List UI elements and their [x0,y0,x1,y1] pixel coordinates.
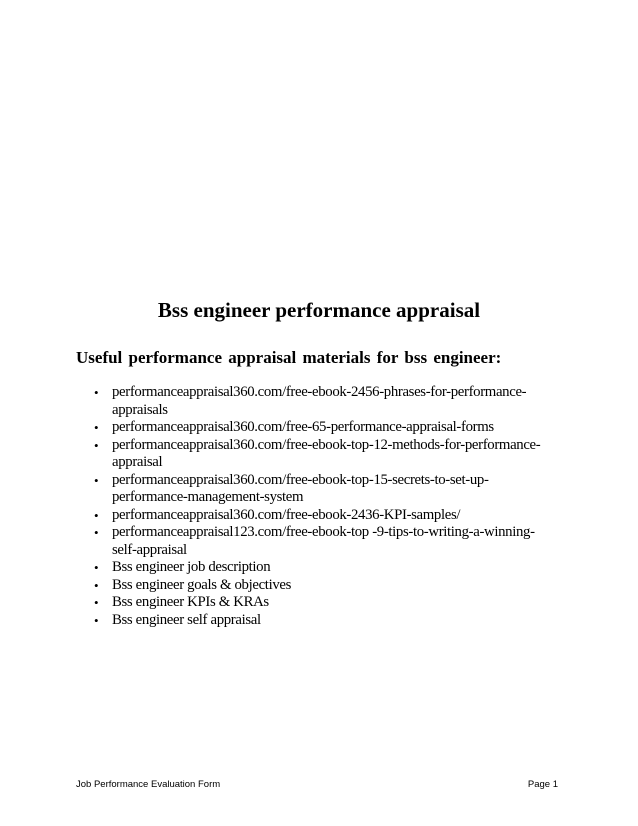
bullet-icon: • [94,525,99,540]
list-item[interactable] [94,594,594,612]
bullet-icon: • [94,385,99,400]
section-heading: Useful performance appraisal materials for bss engineer: [76,348,502,367]
list-item-text: performanceappraisal360.com/free-65-performance-appraisal-forms [112,419,494,435]
list-item-text: performanceappraisal360.com/free-ebook-2456-phrases-for-performance- [112,384,527,400]
list-item[interactable] [94,419,594,437]
list-item-text: performanceappraisal360.com/free-ebook-2436-KPI-samples/ [112,506,461,523]
list-item-text: Bss engineer job description [112,559,271,575]
bullet-icon: • [94,577,99,593]
list-item-text: Bss engineer self appraisal [112,611,261,628]
list-item-text: performanceappraisal123.com/free-ebook-top -9-tips-to-writing-a-winning- [112,524,535,540]
footer-form-name: Job Performance Evaluation Form [76,779,221,790]
bullet-icon: • [94,507,99,523]
list-item[interactable] [94,612,594,630]
bullet-icon: • [94,560,99,575]
list-item-text: Bss engineer KPIs & KRAs [112,594,269,610]
footer-page-number: Page 1 [527,779,558,790]
list-item-text: performanceappraisal360.com/free-ebook-top-12-methods-for-performance- [112,436,541,453]
list-item[interactable] [94,577,594,595]
list-item-text: Bss engineer goals & objectives [112,576,292,593]
list-item[interactable] [94,384,594,419]
materials-list [94,384,594,629]
bullet-icon: • [94,612,99,628]
list-item-text-continued: appraisal [112,454,163,470]
list-item[interactable] [94,507,594,525]
bullet-icon: • [94,595,99,610]
list-item[interactable] [94,559,594,577]
bullet-icon: • [94,437,99,453]
list-item-text-continued: appraisals [112,401,168,418]
list-item[interactable] [94,524,594,559]
list-item-text-continued: self-appraisal [112,541,187,558]
list-item-text-continued: performance-management-system [112,489,304,505]
list-item[interactable] [94,472,594,507]
list-item[interactable] [94,437,594,472]
bullet-icon: • [94,420,99,435]
list-item-text: performanceappraisal360.com/free-ebook-top-15-secrets-to-set-up- [112,471,489,488]
page-title: Bss engineer performance appraisal [157,298,481,322]
bullet-icon: • [94,472,99,488]
